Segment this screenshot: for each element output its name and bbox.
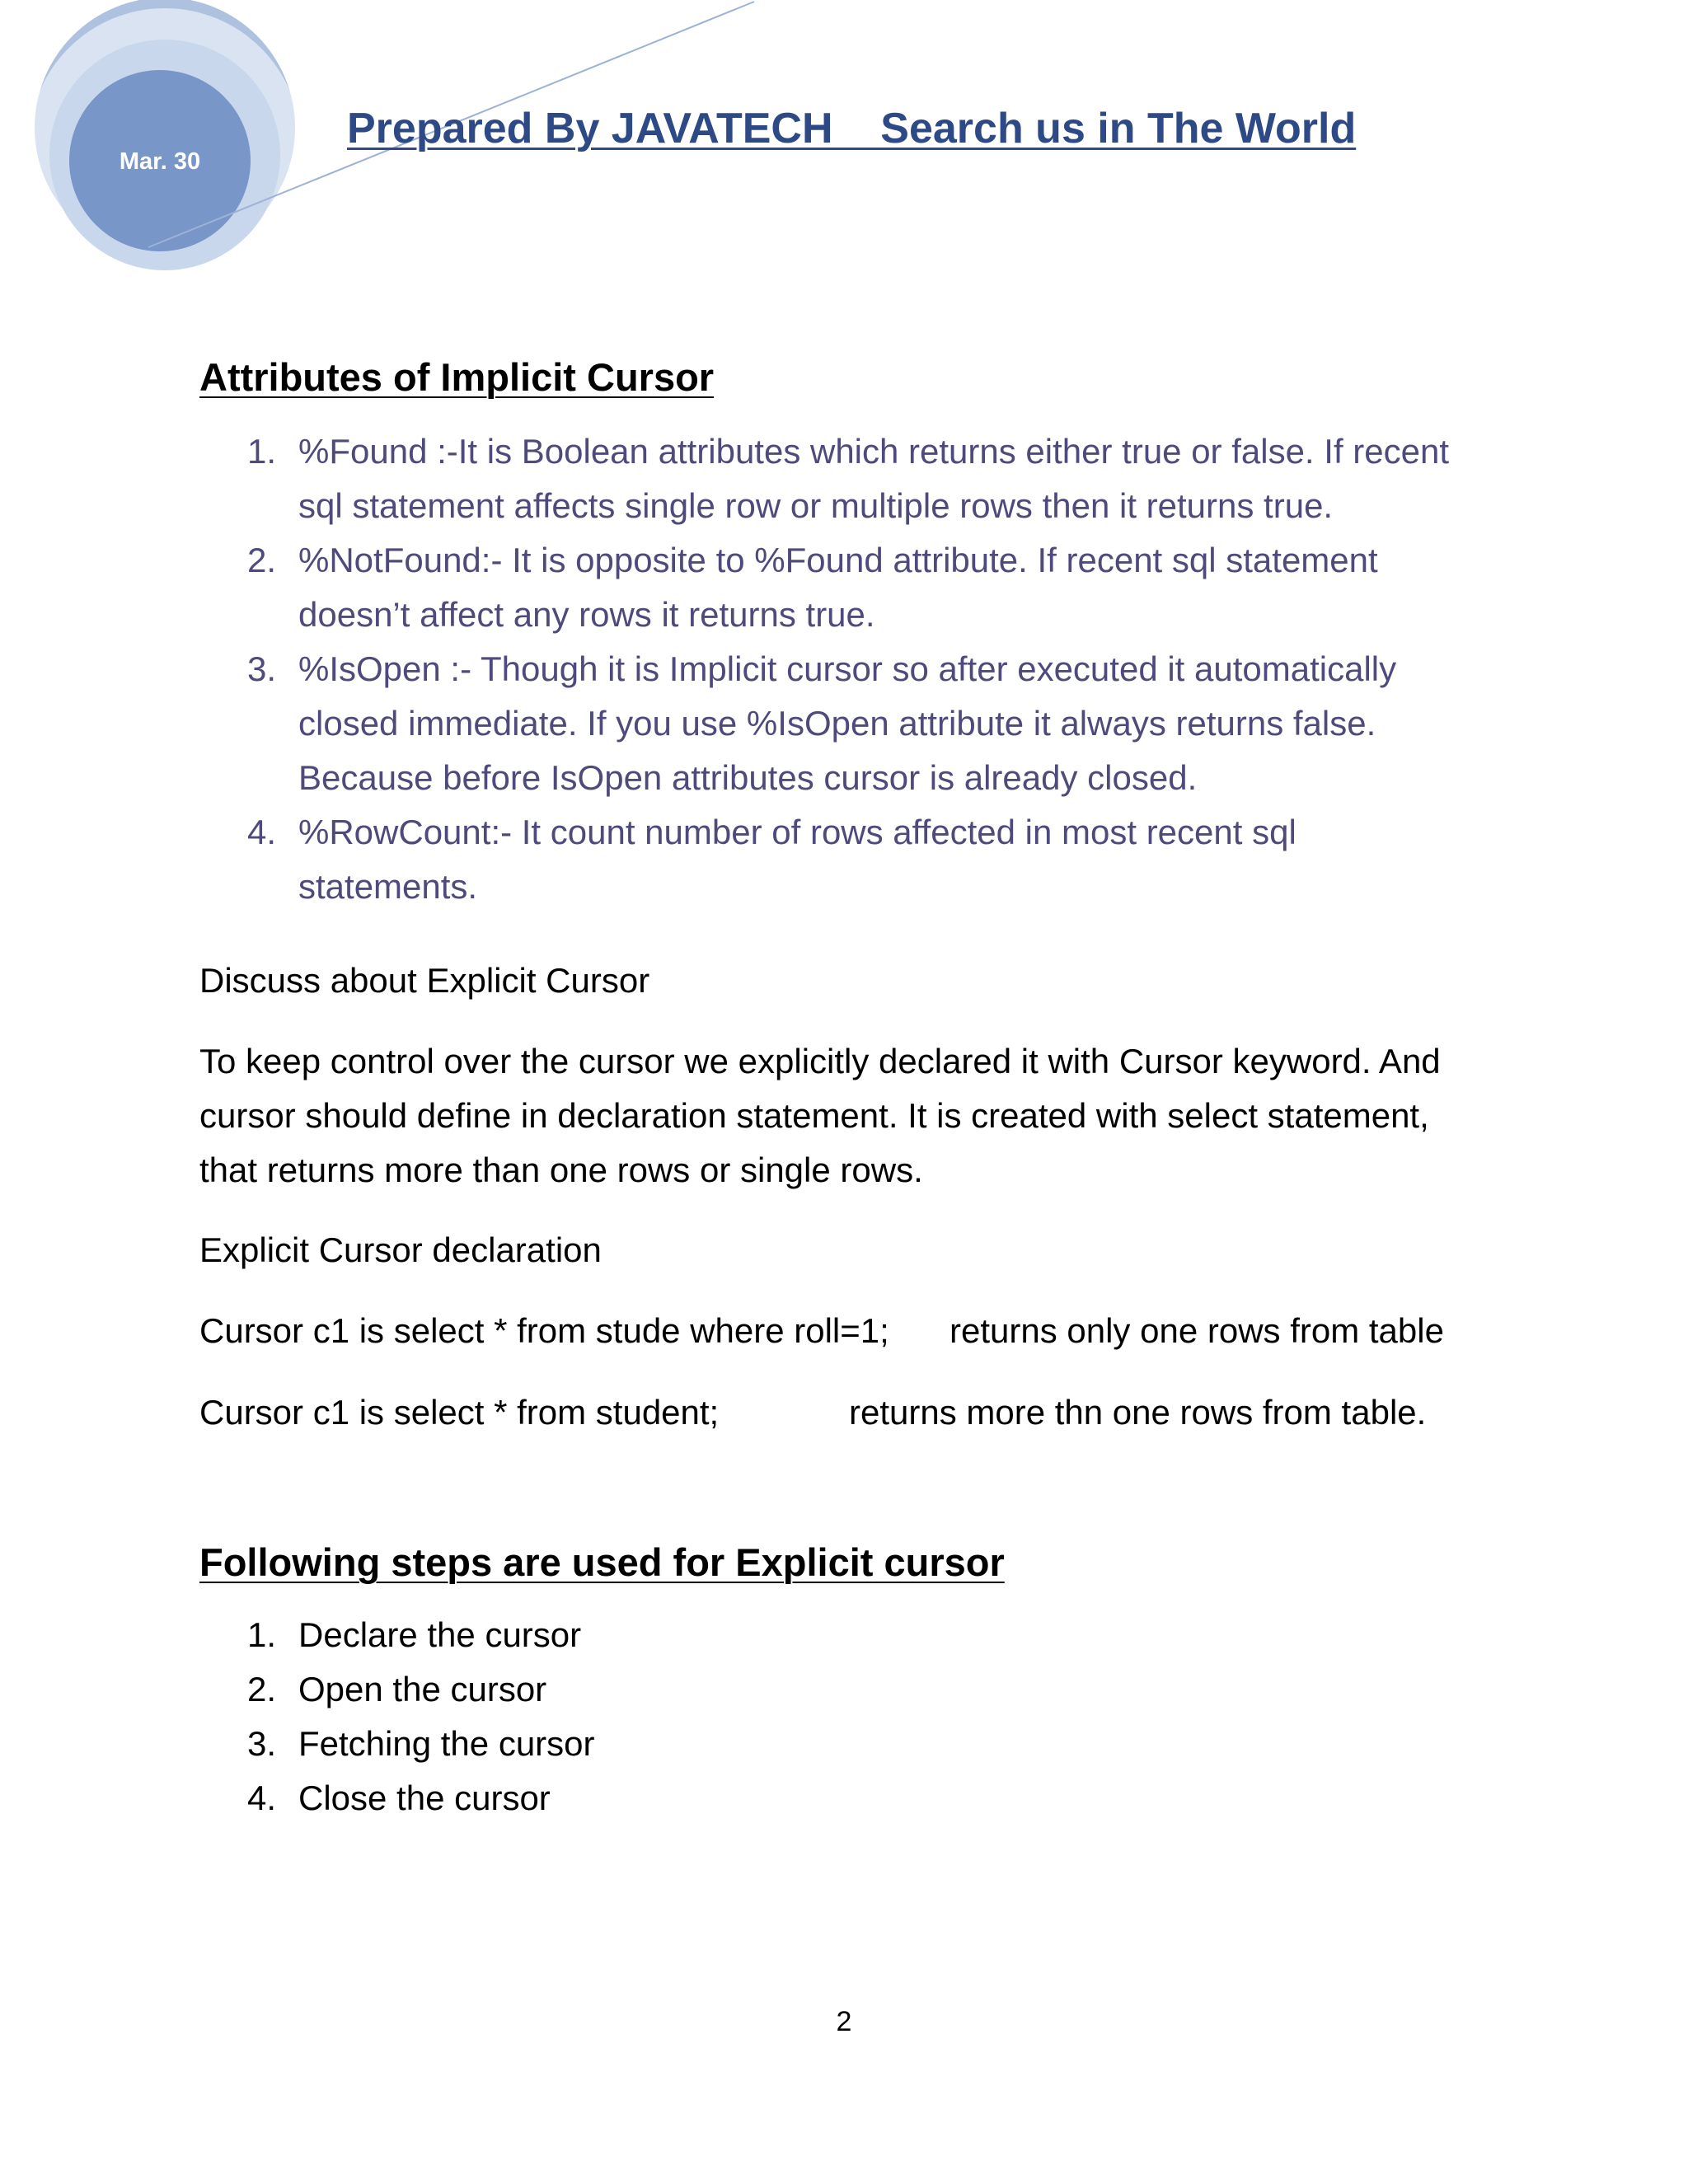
declaration-heading-block bbox=[199, 1223, 1535, 1277]
list-number: 2. bbox=[247, 1670, 277, 1708]
attribute-line: %IsOpen :- Though it is Implicit cursor so after executed it automatically bbox=[298, 649, 1397, 688]
list-number: 3. bbox=[247, 1724, 277, 1763]
attribute-line: doesn’t affect any rows it returns true. bbox=[298, 595, 875, 634]
list-number: 3. bbox=[247, 649, 277, 688]
step-text: Open the cursor bbox=[298, 1670, 547, 1708]
date-badge: Mar. 30 bbox=[119, 148, 201, 175]
attribute-line: statements. bbox=[298, 867, 478, 906]
explicit-paragraph-line-3: that returns more than one rows or single rows. bbox=[199, 1151, 923, 1189]
declaration-code-2: Cursor c1 is select * from student; bbox=[199, 1393, 720, 1432]
step-text: Fetching the cursor bbox=[298, 1724, 595, 1763]
declaration-example-1 bbox=[199, 1304, 1535, 1358]
implicit-heading: Attributes of Implicit Cursor bbox=[199, 355, 715, 399]
attribute-line: Because before IsOpen attributes cursor is already closed. bbox=[298, 758, 1198, 797]
explicit-paragraph-line-2: cursor should define in declaration statement. It is created with select statement, bbox=[199, 1096, 1429, 1135]
steps-section bbox=[199, 1540, 1535, 1825]
step-item bbox=[199, 1771, 1535, 1825]
attribute-line: %RowCount:- It count number of rows affected in most recent sql bbox=[298, 813, 1296, 851]
attribute-item bbox=[199, 533, 1535, 642]
list-number: 1. bbox=[247, 1615, 277, 1654]
discuss-heading: Discuss about Explicit Cursor bbox=[199, 961, 650, 1000]
step-item bbox=[199, 1608, 1535, 1662]
steps-list bbox=[199, 1608, 1535, 1825]
attribute-item bbox=[199, 642, 1535, 805]
declaration-code-1: Cursor c1 is select * from stude where roll=1; bbox=[199, 1311, 889, 1350]
implicit-attributes-list bbox=[199, 424, 1535, 914]
list-number: 4. bbox=[247, 1779, 277, 1817]
page-number: 2 bbox=[836, 2006, 852, 2037]
list-number: 4. bbox=[247, 813, 277, 851]
declaration-note-2: returns more thn one rows from table. bbox=[849, 1393, 1427, 1432]
list-number: 2. bbox=[247, 541, 277, 579]
attribute-line: closed immediate. If you use %IsOpen attribute it always returns false. bbox=[298, 704, 1376, 743]
explicit-paragraph-line-1: To keep control over the cursor we explicitly declared it with Cursor keyword. And bbox=[199, 1042, 1441, 1080]
step-text: Close the cursor bbox=[298, 1779, 551, 1817]
attribute-item bbox=[199, 424, 1535, 533]
attribute-line: %Found :-It is Boolean attributes which returns either true or false. If recent bbox=[298, 432, 1450, 471]
header-title: Prepared By JAVATECH Search us in The World bbox=[347, 105, 1357, 152]
declaration-note-1: returns only one rows from table bbox=[950, 1311, 1444, 1350]
implicit-section bbox=[199, 354, 1535, 914]
attribute-item bbox=[199, 805, 1535, 914]
attribute-line: %NotFound:- It is opposite to %Found attribute. If recent sql statement bbox=[298, 541, 1378, 579]
step-text: Declare the cursor bbox=[298, 1615, 582, 1654]
discuss-heading-block bbox=[199, 954, 1535, 1008]
list-number: 1. bbox=[247, 432, 277, 471]
step-item bbox=[199, 1717, 1535, 1771]
declaration-heading: Explicit Cursor declaration bbox=[199, 1230, 602, 1269]
steps-heading: Following steps are used for Explicit cursor bbox=[199, 1540, 1005, 1584]
attribute-line: sql statement affects single row or multiple rows then it returns true. bbox=[298, 486, 1334, 525]
declaration-example-2 bbox=[199, 1385, 1535, 1440]
step-item bbox=[199, 1662, 1535, 1717]
explicit-paragraph-block bbox=[199, 1034, 1535, 1197]
